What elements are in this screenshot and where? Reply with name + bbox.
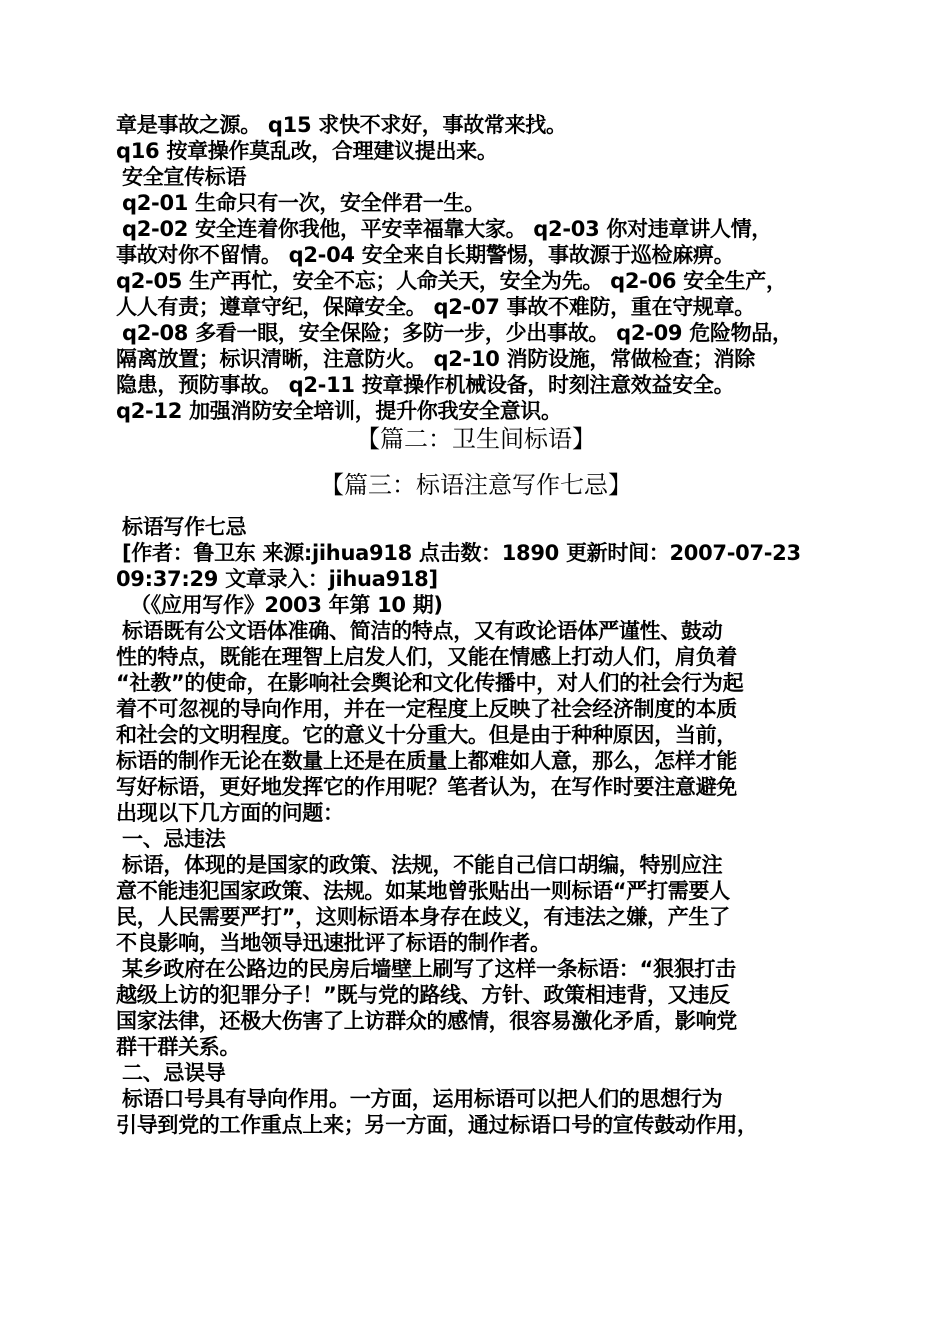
- paragraph-line: 标语，体现的是国家的政策、法规，不能自己信口胡编，特别应注: [122, 853, 723, 877]
- paragraph-line: 越级上访的犯罪分子！”既与党的路线、方针、政策相违背，又违反: [116, 983, 730, 1007]
- paragraph-line: 出现以下几方面的问题：: [116, 801, 344, 825]
- slogan-line: 隔离放置；标识清晰，注意防火。 q2-10 消防设施，常做检查；消除: [116, 347, 756, 371]
- paragraph-line: 意不能违犯国家政策、法规。如某地曾张贴出一则标语“严打需要人: [116, 879, 730, 903]
- slogan-line: q2-02 安全连着你我他，平安幸福靠大家。 q2-03 你对违章讲人情，: [122, 217, 772, 241]
- article-meta: [作者：鲁卫东 来源:jihua918 点击数：1890 更新时间：2007-07-23: [122, 541, 801, 565]
- intro-line: q16 按章操作莫乱改，合理建议提出来。: [116, 139, 498, 163]
- paragraph-line: 着不可忽视的导向作用，并在一定程度上反映了社会经济制度的本质: [116, 697, 737, 721]
- paragraph-line: “社教”的使命，在影响社会舆论和文化传播中，对人们的社会行为起: [116, 671, 744, 695]
- document-page: [116, 112, 836, 1138]
- paragraph-line: 不良影响，当地领导迅速批评了标语的制作者。: [116, 931, 551, 955]
- slogan-line: q2-01 生命只有一次，安全伴君一生。: [122, 191, 485, 215]
- paragraph-line: 写好标语，更好地发挥它的作用呢？笔者认为，在写作时要注意避免: [116, 775, 737, 799]
- slogan-line: 隐患，预防事故。 q2-11 按章操作机械设备，时刻注意效益安全。: [116, 373, 735, 397]
- paragraph-line: 和社会的文明程度。它的意义十分重大。但是由于种种原因，当前，: [116, 723, 737, 747]
- subheading: 二、忌误导: [122, 1061, 226, 1085]
- chapter-heading-2: 【篇二：卫生间标语】: [356, 425, 596, 453]
- paragraph-line: 性的特点，既能在理智上启发人们，又能在情感上打动人们，肩负着: [116, 645, 737, 669]
- paragraph-line: 标语的制作无论在数量上还是在质量上都难如人意，那么，怎样才能: [116, 749, 737, 773]
- paragraph-line: 国家法律，还极大伤害了上访群众的感情，很容易激化矛盾，影响党: [116, 1009, 737, 1033]
- section-title: 安全宣传标语: [122, 165, 247, 189]
- article-source: （《应用写作》2003 年第 10 期): [130, 593, 443, 617]
- subheading: 一、忌违法: [122, 827, 226, 851]
- slogan-line: q2-05 生产再忙，安全不忘；人命关天，安全为先。 q2-06 安全生产，: [116, 269, 787, 293]
- slogan-line: 事故对你不留情。 q2-04 安全来自长期警惕，事故源于巡检麻痹。: [116, 243, 735, 267]
- article-title: 标语写作七忌: [122, 515, 247, 539]
- article-meta: 09:37:29 文章录入：jihua918]: [116, 567, 438, 591]
- paragraph-line: 标语既有公文语体准确、简洁的特点，又有政论语体严谨性、鼓动: [122, 619, 723, 643]
- paragraph-line: 民，人民需要严打”，这则标语本身存在歧义，有违法之嫌，产生了: [116, 905, 730, 929]
- slogan-line: q2-12 加强消防安全培训，提升你我安全意识。: [116, 399, 562, 423]
- paragraph-line: 标语口号具有导向作用。一方面，运用标语可以把人们的思想行为: [122, 1087, 723, 1111]
- chapter-heading-3: 【篇三：标语注意写作七忌】: [320, 471, 632, 499]
- intro-line: 章是事故之源。 q15 求快不求好，事故常来找。: [116, 113, 567, 137]
- paragraph-line: 引导到党的工作重点上来；另一方面，通过标语口号的宣传鼓动作用，: [116, 1113, 758, 1137]
- slogan-line: 人人有责；遵章守纪，保障安全。 q2-07 事故不难防，重在守规章。: [116, 295, 756, 319]
- paragraph-line: 某乡政府在公路边的民房后墙壁上刷写了这样一条标语：“狠狠打击: [122, 957, 736, 981]
- paragraph-line: 群干群关系。: [116, 1035, 241, 1059]
- slogan-line: q2-08 多看一眼，安全保险；多防一步，少出事故。 q2-09 危险物品，: [122, 321, 793, 345]
